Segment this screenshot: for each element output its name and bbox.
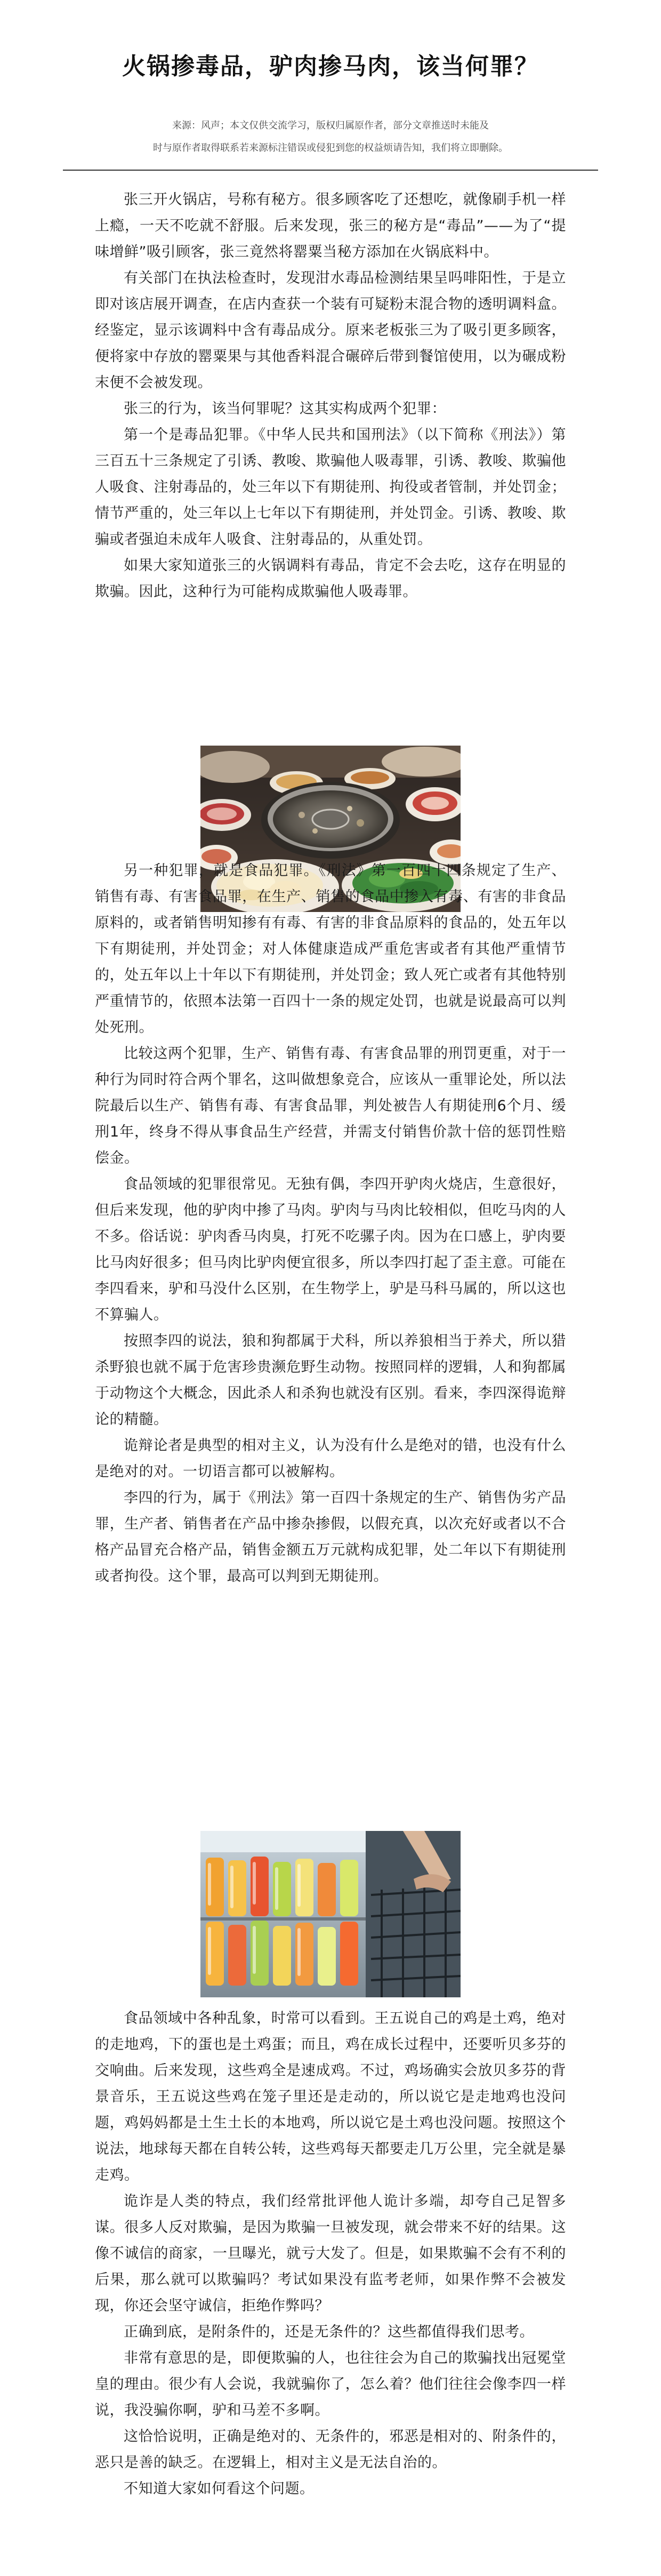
paragraph: 非常有意思的是，即便欺骗的人，也往往会为自己的欺骗找出冠冕堂皇的理由。很少有人会说，我就骗你了，怎么着？他们往往会像李四一样说，我没骗你啊，驴和马差不多啊。 xyxy=(95,2350,566,2419)
paragraph: 食品领域中各种乱象，时常可以看到。王五说自己的鸡是土鸡，绝对的走地鸡，下的蛋也是土鸡蛋；而且，鸡在成长过程中，还要听贝多芬的交响曲。后来发现，这些鸡全是速成鸡。不过，鸡场确实会放贝多芬的背景音乐，王五说这些鸡在笼子里还是走动的，所以说它是走地鸡也没问题，鸡妈妈都是土生土长的本地鸡，所以说它是土鸡也没问题。按照这个说法，地球每天都在自转公转，这些鸡每天都要走几万公里，完全就是暴走鸡。 xyxy=(95,2010,566,2183)
paragraph: 有关部门在执法检查时，发现泔水毒品检测结果呈吗啡阳性，于是立即对该店展开调查，在店内查获一个装有可疑粉末混合物的透明调料盒。经鉴定，显示该调料中含有毒品成分。原来老板张三为了吸引更多顾客，便将家中存放的罂粟果与其他香料混合碾碎后带到餐馆使用，以为碾成粉末便不会被发现。 xyxy=(95,270,566,391)
paragraph: 如果大家知道张三的火锅调料有毒品，肯定不会去吃，这存在明显的欺骗。因此，这种行为可能构成欺骗他人吸毒罪。 xyxy=(95,557,566,600)
paragraph: 诡诈是人类的特点，我们经常批评他人诡计多端，却夸自己足智多谋。很多人反对欺骗，是因为欺骗一旦被发现，就会带来不好的结果。这像不诚信的商家，一旦曝光，就亏大发了。但是，如果欺骗不会有不利的后果，那么就可以欺骗吗？考试如果没有监考老师，如果作弊不会被发现，你还会坚守诚信，拒绝作弊吗？ xyxy=(95,2193,566,2314)
bottled-drinks-photo xyxy=(200,1831,461,1997)
paragraph: 不知道大家如何看这个问题。 xyxy=(124,2481,315,2497)
paragraph: 诡辩论者是典型的相对主义，认为没有什么是绝对的错，也没有什么是绝对的对。一切语言都可以被解构。 xyxy=(95,1437,566,1480)
paragraph: 张三的行为，该当何罪呢？这其实构成两个犯罪： xyxy=(124,401,446,417)
article-title: 火锅掺毒品，驴肉掺马肉，该当何罪？ xyxy=(122,53,539,80)
paragraph: 按照李四的说法，狼和狗都属于犬科，所以养狼相当于养犬，所以猎杀野狼也就不属于危害珍贵濒危野生动物。按照同样的逻辑，人和狗都属于动物这个大概念，因此杀人和杀狗也就没有区别。看来，李四深得诡辩论的精髓。 xyxy=(95,1333,566,1428)
paragraph: 这恰恰说明，正确是绝对的、无条件的，邪恶是相对的、附条件的，恶只是善的缺乏。在逻辑上，相对主义是无法自治的。 xyxy=(95,2428,566,2471)
paragraph: 比较这两个犯罪，生产、销售有毒、有害食品罪的刑罚更重，对于一种行为同时符合两个罪名，这叫做想象竞合，应该从一重罪论处，所以法院最后以生产、销售有毒、有害食品罪，判处被告人有期徒刑6个月、缓刑1年，终身不得从事食品生产经营，并需支付销售价款十倍的惩罚性赔偿金。 xyxy=(95,1045,566,1166)
paragraph: 李四的行为，属于《刑法》第一百四十条规定的生产、销售伪劣产品罪，生产者、销售者在产品中掺杂掺假，以假充真，以次充好或者以不合格产品冒充合格产品，销售金额五万元就构成犯罪，处二年以下有期徒刑或者拘役。这个罪，最高可以判到无期徒刑。 xyxy=(95,1490,566,1585)
source-line: 来源：风声；本文仅供交流学习，版权归属原作者，部分文章推送时未能及 xyxy=(172,120,489,131)
paragraph: 正确到底，是附条件的，还是无条件的？这些都值得我们思考。 xyxy=(124,2324,534,2340)
divider xyxy=(63,170,598,171)
article-body-section-2 xyxy=(95,858,566,1589)
paragraph: 张三开火锅店，号称有秘方。很多顾客吃了还想吃，就像刷手机一样上瘾，一天不吃就不舒服。后来发现，张三的秘方是“毒品”——为了“提味增鲜”吸引顾客，张三竟然将罂粟当秘方添加在火锅底料中。 xyxy=(95,191,566,260)
paragraph: 第一个是毒品犯罪。《中华人民共和国刑法》（以下简称《刑法》）第三百五十三条规定了引诱、教唆、欺骗他人吸毒罪，引诱、教唆、欺骗他人吸食、注射毒品的，处三年以下有期徒刑、拘役或者管制，并处罚金；情节严重的，处三年以上七年以下有期徒刑，并处罚金。引诱、教唆、欺骗或者强迫未成年人吸食、注射毒品的，从重处罚。 xyxy=(95,427,566,548)
source-line: 时与原作者取得联系若来源标注错误或侵犯到您的权益烦请告知，我们将立即删除。 xyxy=(153,142,508,154)
source-note xyxy=(0,115,661,159)
article-body-section-3 xyxy=(95,2005,566,2502)
paragraph: 食品领域的犯罪很常见。无独有偶，李四开驴肉火烧店，生意很好，但后来发现，他的驴肉中掺了马肉。驴肉与马肉比较相似，但吃马肉的人不多。俗话说：驴肉香马肉臭，打死不吃骡子肉。因为在口感上，驴肉要比马肉好很多；但马肉比驴肉便宜很多，所以李四打起了歪主意。可能在李四看来，驴和马没什么区别，在生物学上，驴是马科马属的，所以这也不算骗人。 xyxy=(95,1176,566,1323)
article-body-section-1 xyxy=(95,187,566,605)
paragraph: 另一种犯罪，就是食品犯罪。《刑法》第一百四十四条规定了生产、销售有毒、有害食品罪，在生产、销售的食品中掺入有毒、有害的非食品原料的，或者销售明知掺有有毒、有害的非食品原料的食品的，处五年以下有期徒刑，并处罚金；对人体健康造成严重危害或者有其他严重情节的，处五年以上十年以下有期徒刑，并处罚金；致人死亡或者有其他特别严重情节的，依照本法第一百四十一条的规定处罚，也就是说最高可以判处死刑。 xyxy=(95,862,566,1036)
